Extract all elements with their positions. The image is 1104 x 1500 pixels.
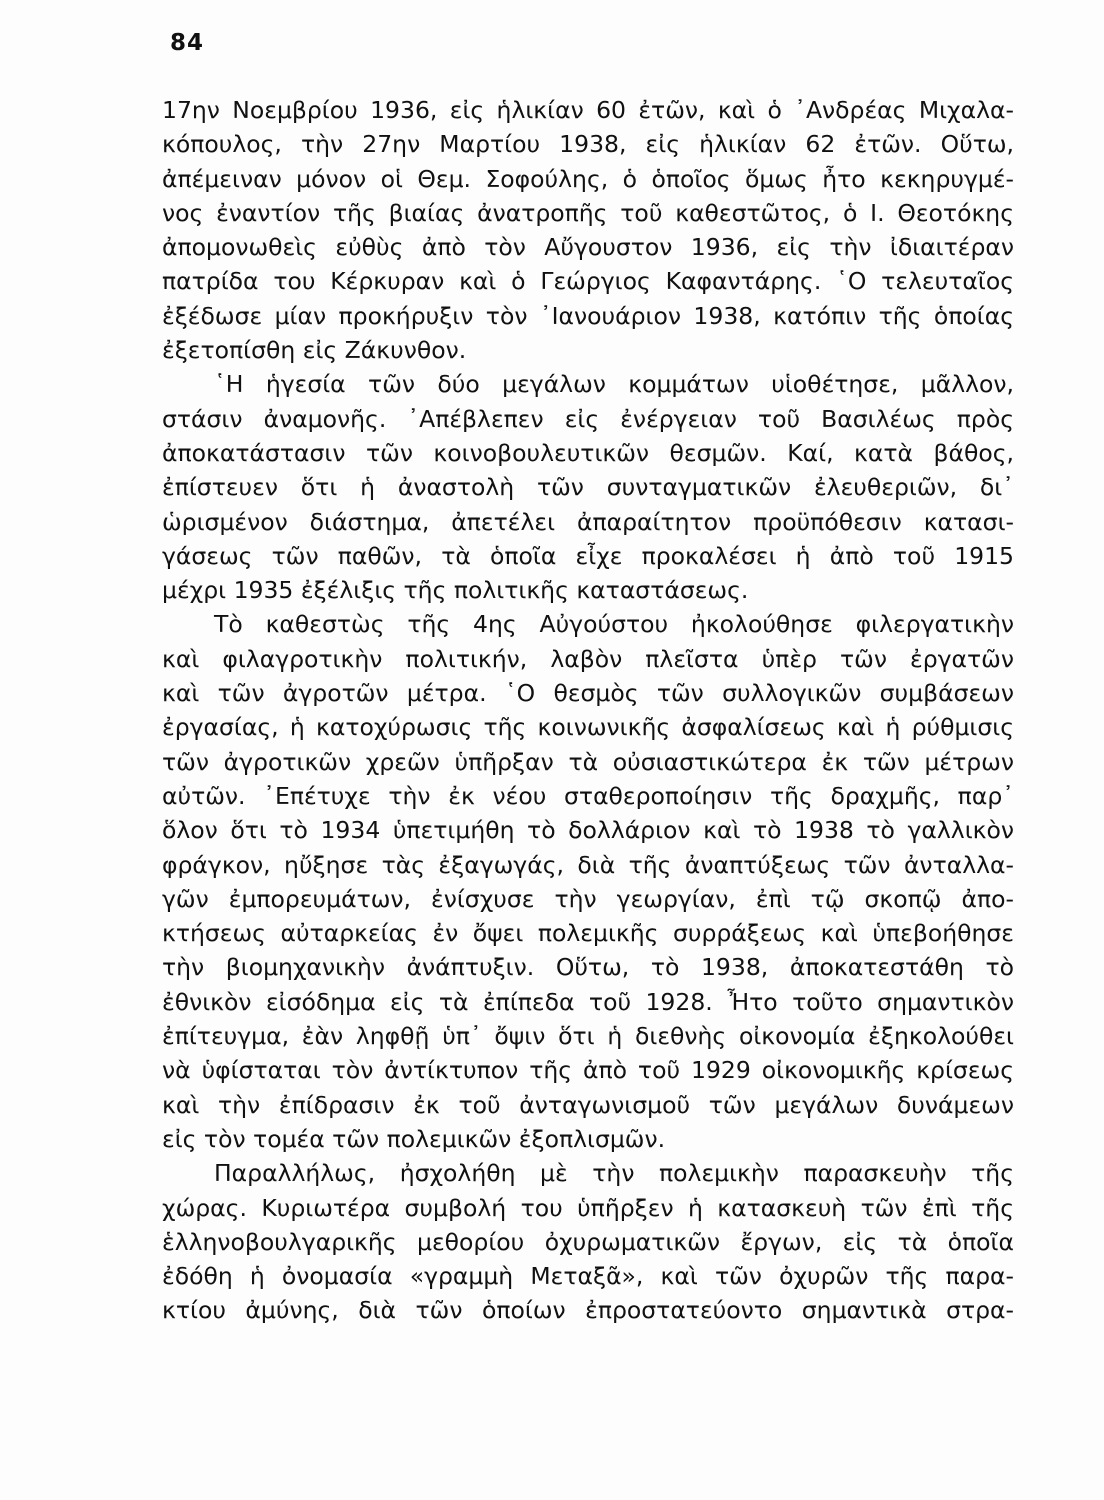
- text-line: αὐτῶν. ᾿Επέτυχε τὴν ἐκ νέου σταθεροποίησιν τῆς δραχμῆς, παρ᾿: [162, 781, 1014, 810]
- text-line: ἐπίστευεν ὅτι ἡ ἀναστολὴ τῶν συνταγματικῶν ἐλευθεριῶν, δι᾿: [162, 473, 1014, 502]
- text-line: ἐξέδωσε μίαν προκήρυξιν τὸν ᾿Ιανουάριον 1938, κατόπιν τῆς ὁποίας: [162, 301, 1014, 330]
- text-line: ὅλον ὅτι τὸ 1934 ὑπετιμήθη τὸ δολλάριον καὶ τὸ 1938 τὸ γαλλικὸν: [162, 816, 1014, 845]
- text-line: γάσεως τῶν παθῶν, τὰ ὁποῖα εἶχε προκαλέσει ἡ ἀπὸ τοῦ 1915: [162, 541, 1014, 570]
- text-line: κτήσεως αὐταρκείας ἐν ὄψει πολεμικῆς συρράξεως καὶ ὑπεβοήθησε: [162, 919, 1014, 948]
- text-line: γῶν ἐμπορευμάτων, ἐνίσχυσε τὴν γεωργίαν, ἐπὶ τῷ σκοπῷ ἀπο-: [162, 884, 1014, 913]
- text-line: ἑλληνοβουλγαρικῆς μεθορίου ὀχυρωματικῶν ἔργων, εἰς τὰ ὁποῖα: [162, 1227, 1014, 1256]
- text-line: ὡρισμένον διάστημα, ἀπετέλει ἀπαραίτητον προϋπόθεσιν κατασι-: [162, 507, 1014, 536]
- text-line: 17ην Νοεμβρίου 1936, εἰς ἡλικίαν 60 ἐτῶν, καὶ ὁ ᾿Ανδρέας Μιχαλα-: [162, 96, 1014, 124]
- body-text: [162, 93, 1014, 1328]
- text-line: στάσιν ἀναμονῆς. ᾿Απέβλεπεν εἰς ἐνέργειαν τοῦ Βασιλέως πρὸς: [162, 404, 1014, 433]
- text-line: Τὸ καθεστὼς τῆς 4ης Αὐγούστου ἠκολούθησε φιλεργατικὴν: [214, 610, 1014, 639]
- text-line: ἐπίτευγμα, ἐὰν ληφθῇ ὑπ᾿ ὄψιν ὅτι ἡ διεθνὴς οἰκονομία ἐξηκολούθει: [162, 1022, 1014, 1051]
- text-line: ἀποκατάστασιν τῶν κοινοβουλευτικῶν θεσμῶν. Καί, κατὰ βάθος,: [162, 438, 1014, 467]
- text-line: κόπουλος, τὴν 27ην Μαρτίου 1938, εἰς ἡλικίαν 62 ἐτῶν. Οὕτω,: [162, 130, 1014, 159]
- text-line: Παραλλήλως, ἠσχολήθη μὲ τὴν πολεμικὴν παρασκευὴν τῆς: [214, 1159, 1014, 1188]
- text-line: τὴν βιομηχανικὴν ἀνάπτυξιν. Οὕτω, τὸ 1938, ἀποκατεστάθη τὸ: [162, 953, 1014, 982]
- text-line: νὰ ὑφίσταται τὸν ἀντίκτυπον τῆς ἀπὸ τοῦ 1929 οἰκονομικῆς κρίσεως: [162, 1056, 1014, 1085]
- text-line: καὶ τῶν ἀγροτῶν μέτρα. ῾Ο θεσμὸς τῶν συλλογικῶν συμβάσεων: [162, 679, 1014, 708]
- text-line: κτίου ἀμύνης, διὰ τῶν ὁποίων ἐπροστατεύοντο σημαντικὰ στρα-: [162, 1296, 1014, 1325]
- text-line: ἐθνικὸν εἰσόδημα εἰς τὰ ἐπίπεδα τοῦ 1928. Ἦτο τοῦτο σημαντικὸν: [162, 987, 1014, 1016]
- text-line: ἐργασίας, ἡ κατοχύρωσις τῆς κοινωνικῆς ἀσφαλίσεως καὶ ἡ ρύθμισις: [162, 713, 1014, 742]
- text-line: χώρας. Κυριωτέρα συμβολή του ὑπῆρξεν ἡ κατασκευὴ τῶν ἐπὶ τῆς: [162, 1193, 1014, 1222]
- text-line: ῾Η ἡγεσία τῶν δύο μεγάλων κομμάτων υἱοθέτησε, μᾶλλον,: [214, 370, 1014, 399]
- text-line: ἀπέμειναν μόνον οἱ Θεμ. Σοφούλης, ὁ ὁποῖος ὅμως ἦτο κεκηρυγμέ-: [162, 164, 1014, 193]
- text-line: ἀπομονωθεὶς εὐθὺς ἀπὸ τὸν Αὔγουστον 1936, εἰς τὴν ἰδιαιτέραν: [162, 233, 1014, 262]
- text-line: καὶ φιλαγροτικὴν πολιτικήν, λαβὸν πλεῖστα ὑπὲρ τῶν ἐργατῶν: [162, 644, 1014, 673]
- text-line: τῶν ἀγροτικῶν χρεῶν ὑπῆρξαν τὰ οὐσιαστικώτερα ἐκ τῶν μέτρων: [162, 747, 1014, 776]
- text-line: εἰς τὸν τομέα τῶν πολεμικῶν ἐξοπλισμῶν.: [162, 1124, 666, 1153]
- text-line: ἐξετοπίσθη εἰς Ζάκυνθον.: [162, 336, 467, 365]
- text-line: μέχρι 1935 ἐξέλιξις τῆς πολιτικῆς καταστάσεως.: [162, 576, 749, 605]
- text-line: φράγκον, ηὔξησε τὰς ἐξαγωγάς, διὰ τῆς ἀναπτύξεως τῶν ἀνταλλα-: [162, 850, 1014, 879]
- page-number: 84: [170, 30, 205, 56]
- text-line: ἐδόθη ἡ ὀνομασία «γραμμὴ Μεταξᾶ», καὶ τῶν ὀχυρῶν τῆς παρα-: [162, 1262, 1014, 1291]
- text-line: πατρίδα του Κέρκυραν καὶ ὁ Γεώργιος Καφαντάρης. ῾Ο τελευταῖος: [162, 267, 1014, 296]
- text-line: νος ἐναντίον τῆς βιαίας ἀνατροπῆς τοῦ καθεστῶτος, ὁ Ι. Θεοτόκης: [162, 198, 1014, 227]
- text-line: καὶ τὴν ἐπίδρασιν ἐκ τοῦ ἀνταγωνισμοῦ τῶν μεγάλων δυνάμεων: [162, 1090, 1014, 1119]
